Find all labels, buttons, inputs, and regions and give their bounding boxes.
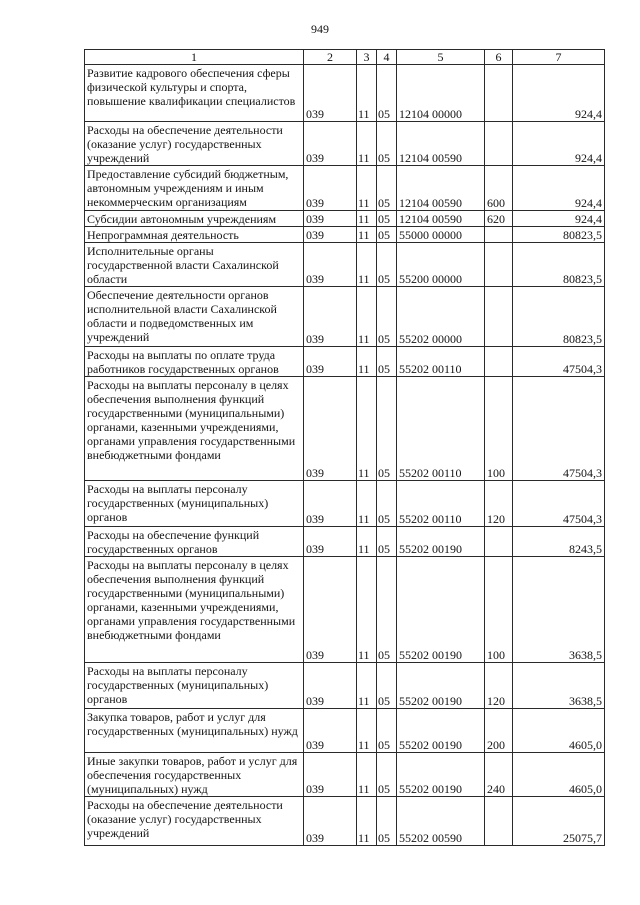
subsection-code: 05 bbox=[377, 243, 397, 287]
ministry-code: 039 bbox=[304, 709, 357, 753]
column-header: 3 bbox=[357, 50, 377, 65]
amount-value: 47504,3 bbox=[513, 481, 605, 527]
amount-value: 3638,5 bbox=[513, 663, 605, 709]
subsection-code: 05 bbox=[377, 227, 397, 243]
subsection-code: 05 bbox=[377, 557, 397, 663]
target-article-code: 55202 00000 bbox=[397, 287, 485, 347]
expense-type-code: 100 bbox=[485, 557, 513, 663]
section-code: 11 bbox=[357, 557, 377, 663]
subsection-code: 05 bbox=[377, 122, 397, 166]
expense-type-code bbox=[485, 65, 513, 122]
section-code: 11 bbox=[357, 166, 377, 211]
target-article-code: 12104 00590 bbox=[397, 211, 485, 227]
target-article-code: 12104 00000 bbox=[397, 65, 485, 122]
subsection-code: 05 bbox=[377, 211, 397, 227]
budget-table bbox=[84, 49, 605, 846]
table-row bbox=[85, 797, 605, 846]
subsection-code: 05 bbox=[377, 377, 397, 481]
target-article-code: 55202 00590 bbox=[397, 797, 485, 846]
table-row bbox=[85, 166, 605, 211]
expense-type-code: 100 bbox=[485, 377, 513, 481]
ministry-code: 039 bbox=[304, 287, 357, 347]
section-code: 11 bbox=[357, 797, 377, 846]
row-name: Иные закупки товаров, работ и услуг для обеспечения государственных (муниципальных) нужд bbox=[85, 753, 304, 797]
section-code: 11 bbox=[357, 287, 377, 347]
amount-value: 4605,0 bbox=[513, 753, 605, 797]
table-row bbox=[85, 753, 605, 797]
section-code: 11 bbox=[357, 347, 377, 377]
ministry-code: 039 bbox=[304, 166, 357, 211]
amount-value: 924,4 bbox=[513, 166, 605, 211]
subsection-code: 05 bbox=[377, 287, 397, 347]
amount-value: 8243,5 bbox=[513, 527, 605, 557]
column-header: 6 bbox=[485, 50, 513, 65]
row-name: Расходы на обеспечение деятельности (оказание услуг) государственных учреждений bbox=[85, 122, 304, 166]
table-row bbox=[85, 663, 605, 709]
section-code: 11 bbox=[357, 481, 377, 527]
subsection-code: 05 bbox=[377, 481, 397, 527]
row-name: Непрограммная деятельность bbox=[85, 227, 304, 243]
target-article-code: 12104 00590 bbox=[397, 166, 485, 211]
ministry-code: 039 bbox=[304, 347, 357, 377]
row-name: Расходы на выплаты персоналу в целях обеспечения выполнения функций государственными (муниципальными) органами, казенными учреждениями, органами управления государственными внебюджетными фондами bbox=[85, 557, 304, 663]
target-article-code: 55202 00190 bbox=[397, 663, 485, 709]
subsection-code: 05 bbox=[377, 709, 397, 753]
row-name: Субсидии автономным учреждениям bbox=[85, 211, 304, 227]
section-code: 11 bbox=[357, 709, 377, 753]
row-name: Расходы на выплаты по оплате труда работников государственных органов bbox=[85, 347, 304, 377]
column-header: 5 bbox=[397, 50, 485, 65]
section-code: 11 bbox=[357, 243, 377, 287]
subsection-code: 05 bbox=[377, 166, 397, 211]
expense-type-code: 600 bbox=[485, 166, 513, 211]
subsection-code: 05 bbox=[377, 797, 397, 846]
table-row bbox=[85, 65, 605, 122]
ministry-code: 039 bbox=[304, 211, 357, 227]
row-name: Расходы на обеспечение функций государственных органов bbox=[85, 527, 304, 557]
ministry-code: 039 bbox=[304, 122, 357, 166]
table-row bbox=[85, 122, 605, 166]
subsection-code: 05 bbox=[377, 347, 397, 377]
expense-type-code: 120 bbox=[485, 663, 513, 709]
row-name: Закупка товаров, работ и услуг для государственных (муниципальных) нужд bbox=[85, 709, 304, 753]
target-article-code: 55202 00190 bbox=[397, 527, 485, 557]
amount-value: 47504,3 bbox=[513, 347, 605, 377]
amount-value: 4605,0 bbox=[513, 709, 605, 753]
section-code: 11 bbox=[357, 122, 377, 166]
subsection-code: 05 bbox=[377, 753, 397, 797]
table-row bbox=[85, 243, 605, 287]
target-article-code: 55200 00000 bbox=[397, 243, 485, 287]
amount-value: 80823,5 bbox=[513, 243, 605, 287]
ministry-code: 039 bbox=[304, 797, 357, 846]
column-header: 1 bbox=[85, 50, 304, 65]
amount-value: 80823,5 bbox=[513, 287, 605, 347]
ministry-code: 039 bbox=[304, 243, 357, 287]
ministry-code: 039 bbox=[304, 65, 357, 122]
section-code: 11 bbox=[357, 211, 377, 227]
amount-value: 3638,5 bbox=[513, 557, 605, 663]
table-row bbox=[85, 287, 605, 347]
expense-type-code bbox=[485, 227, 513, 243]
target-article-code: 55202 00190 bbox=[397, 709, 485, 753]
expense-type-code: 240 bbox=[485, 753, 513, 797]
table-row bbox=[85, 227, 605, 243]
target-article-code: 55202 00190 bbox=[397, 557, 485, 663]
section-code: 11 bbox=[357, 65, 377, 122]
table-row bbox=[85, 709, 605, 753]
row-name: Предоставление субсидий бюджетным, автономным учреждениям и иным некоммерческим организациям bbox=[85, 166, 304, 211]
expense-type-code bbox=[485, 122, 513, 166]
expense-type-code bbox=[485, 527, 513, 557]
expense-type-code: 620 bbox=[485, 211, 513, 227]
expense-type-code bbox=[485, 347, 513, 377]
expense-type-code bbox=[485, 287, 513, 347]
column-header: 4 bbox=[377, 50, 397, 65]
target-article-code: 12104 00590 bbox=[397, 122, 485, 166]
amount-value: 924,4 bbox=[513, 122, 605, 166]
section-code: 11 bbox=[357, 753, 377, 797]
expense-type-code bbox=[485, 797, 513, 846]
ministry-code: 039 bbox=[304, 227, 357, 243]
expense-type-code: 120 bbox=[485, 481, 513, 527]
row-name: Расходы на выплаты персоналу в целях обеспечения выполнения функций государственными (муниципальными) органами, казенными учреждениями, органами управления государственными внебюджетными фондами bbox=[85, 377, 304, 481]
row-name: Развитие кадрового обеспечения сферы физической культуры и спорта, повышение квалификации специалистов bbox=[85, 65, 304, 122]
amount-value: 924,4 bbox=[513, 65, 605, 122]
target-article-code: 55202 00190 bbox=[397, 753, 485, 797]
target-article-code: 55000 00000 bbox=[397, 227, 485, 243]
row-name: Обеспечение деятельности органов исполнительной власти Сахалинской области и подведомственных им учреждений bbox=[85, 287, 304, 347]
amount-value: 80823,5 bbox=[513, 227, 605, 243]
column-header: 7 bbox=[513, 50, 605, 65]
ministry-code: 039 bbox=[304, 481, 357, 527]
section-code: 11 bbox=[357, 527, 377, 557]
ministry-code: 039 bbox=[304, 557, 357, 663]
table-header-row bbox=[85, 50, 605, 65]
table-row bbox=[85, 527, 605, 557]
amount-value: 25075,7 bbox=[513, 797, 605, 846]
ministry-code: 039 bbox=[304, 377, 357, 481]
target-article-code: 55202 00110 bbox=[397, 377, 485, 481]
section-code: 11 bbox=[357, 663, 377, 709]
row-name: Расходы на выплаты персоналу государственных (муниципальных) органов bbox=[85, 663, 304, 709]
subsection-code: 05 bbox=[377, 663, 397, 709]
subsection-code: 05 bbox=[377, 527, 397, 557]
ministry-code: 039 bbox=[304, 527, 357, 557]
section-code: 11 bbox=[357, 227, 377, 243]
target-article-code: 55202 00110 bbox=[397, 347, 485, 377]
expense-type-code bbox=[485, 243, 513, 287]
row-name: Расходы на обеспечение деятельности (оказание услуг) государственных учреждений bbox=[85, 797, 304, 846]
column-header: 2 bbox=[304, 50, 357, 65]
amount-value: 47504,3 bbox=[513, 377, 605, 481]
table-row bbox=[85, 347, 605, 377]
table-row bbox=[85, 481, 605, 527]
amount-value: 924,4 bbox=[513, 211, 605, 227]
table-row bbox=[85, 557, 605, 663]
row-name: Расходы на выплаты персоналу государственных (муниципальных) органов bbox=[85, 481, 304, 527]
target-article-code: 55202 00110 bbox=[397, 481, 485, 527]
table-row bbox=[85, 211, 605, 227]
ministry-code: 039 bbox=[304, 663, 357, 709]
subsection-code: 05 bbox=[377, 65, 397, 122]
ministry-code: 039 bbox=[304, 753, 357, 797]
row-name: Исполнительные органы государственной власти Сахалинской области bbox=[85, 243, 304, 287]
section-code: 11 bbox=[357, 377, 377, 481]
expense-type-code: 200 bbox=[485, 709, 513, 753]
table-row bbox=[85, 377, 605, 481]
page-number: 949 bbox=[311, 22, 329, 36]
